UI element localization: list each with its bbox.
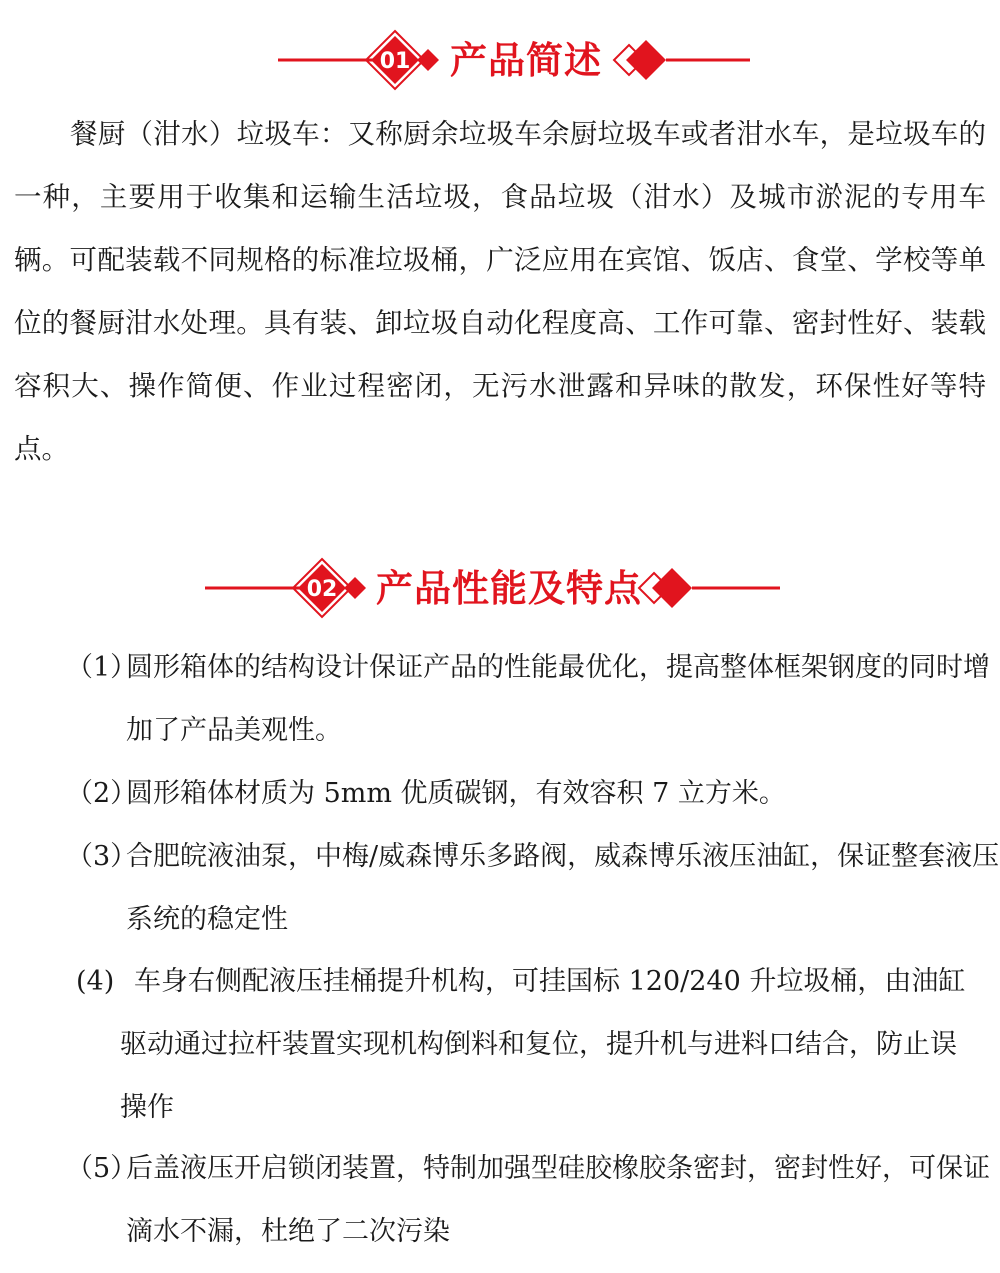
ornament-filled-diamond-icon	[626, 40, 666, 80]
feature-text: 圆形箱体材质为 5mm 优质碳钢，有效容积 7 立方米。	[126, 778, 786, 809]
feature-number: (4)	[76, 966, 115, 997]
section-header-1	[0, 25, 1000, 95]
feature-item-3	[66, 825, 1000, 951]
feature-number: （5）	[66, 1153, 138, 1184]
section-title: 产品性能及特点	[376, 567, 642, 610]
feature-item-2	[66, 762, 1000, 825]
feature-number: （1）	[66, 652, 138, 683]
feature-text: 合肥皖液油泵，中梅/威森博乐多路阀，威森博乐液压油缸，保证整套液压系统的稳定性	[126, 841, 1000, 935]
ornament-filled-diamond-icon	[652, 568, 692, 608]
feature-item-4	[76, 950, 980, 1139]
feature-text: 后盖液压开启锁闭装置，特制加强型硅胶橡胶条密封，密封性好，可保证滴水不漏，杜绝了二次污染	[126, 1153, 990, 1247]
feature-number: （3）	[66, 841, 138, 872]
feature-item-1	[66, 636, 1000, 762]
feature-text: 车身右侧配液压挂桶提升机构，可挂国标 120/240 升垃圾桶，由油缸驱动通过拉杆装置实现机构倒料和复位，提升机与进料口结合，防止误操作	[120, 966, 966, 1123]
intro-paragraph: 餐厨（泔水）垃圾车：又称厨余垃圾车余厨垃圾车或者泔水车，是垃圾车的一种，主要用于收集和运输生活垃圾，食品垃圾（泔水）及城市淤泥的专用车辆。可配装载不同规格的标准垃圾桶，广泛应用在宾馆、饭店、食堂、学校等单位的餐厨泔水处理。具有装、卸垃圾自动化程度高、工作可靠、密封性好、装载容积大、操作简便、作业过程密闭，无污水泄露和异味的散发，环保性好等特点。	[14, 118, 986, 465]
feature-number: （2）	[66, 778, 138, 809]
section-number: 02	[306, 577, 338, 602]
section-title: 产品简述	[450, 39, 602, 82]
section-number: 01	[379, 49, 411, 74]
feature-item-5	[66, 1137, 1000, 1263]
number-badge-tip-icon	[417, 49, 439, 71]
section-header-2	[0, 553, 1000, 623]
feature-text: 圆形箱体的结构设计保证产品的性能最优化，提高整体框架钢度的同时增加了产品美观性。	[126, 652, 990, 746]
number-badge-tip-icon	[344, 577, 366, 599]
